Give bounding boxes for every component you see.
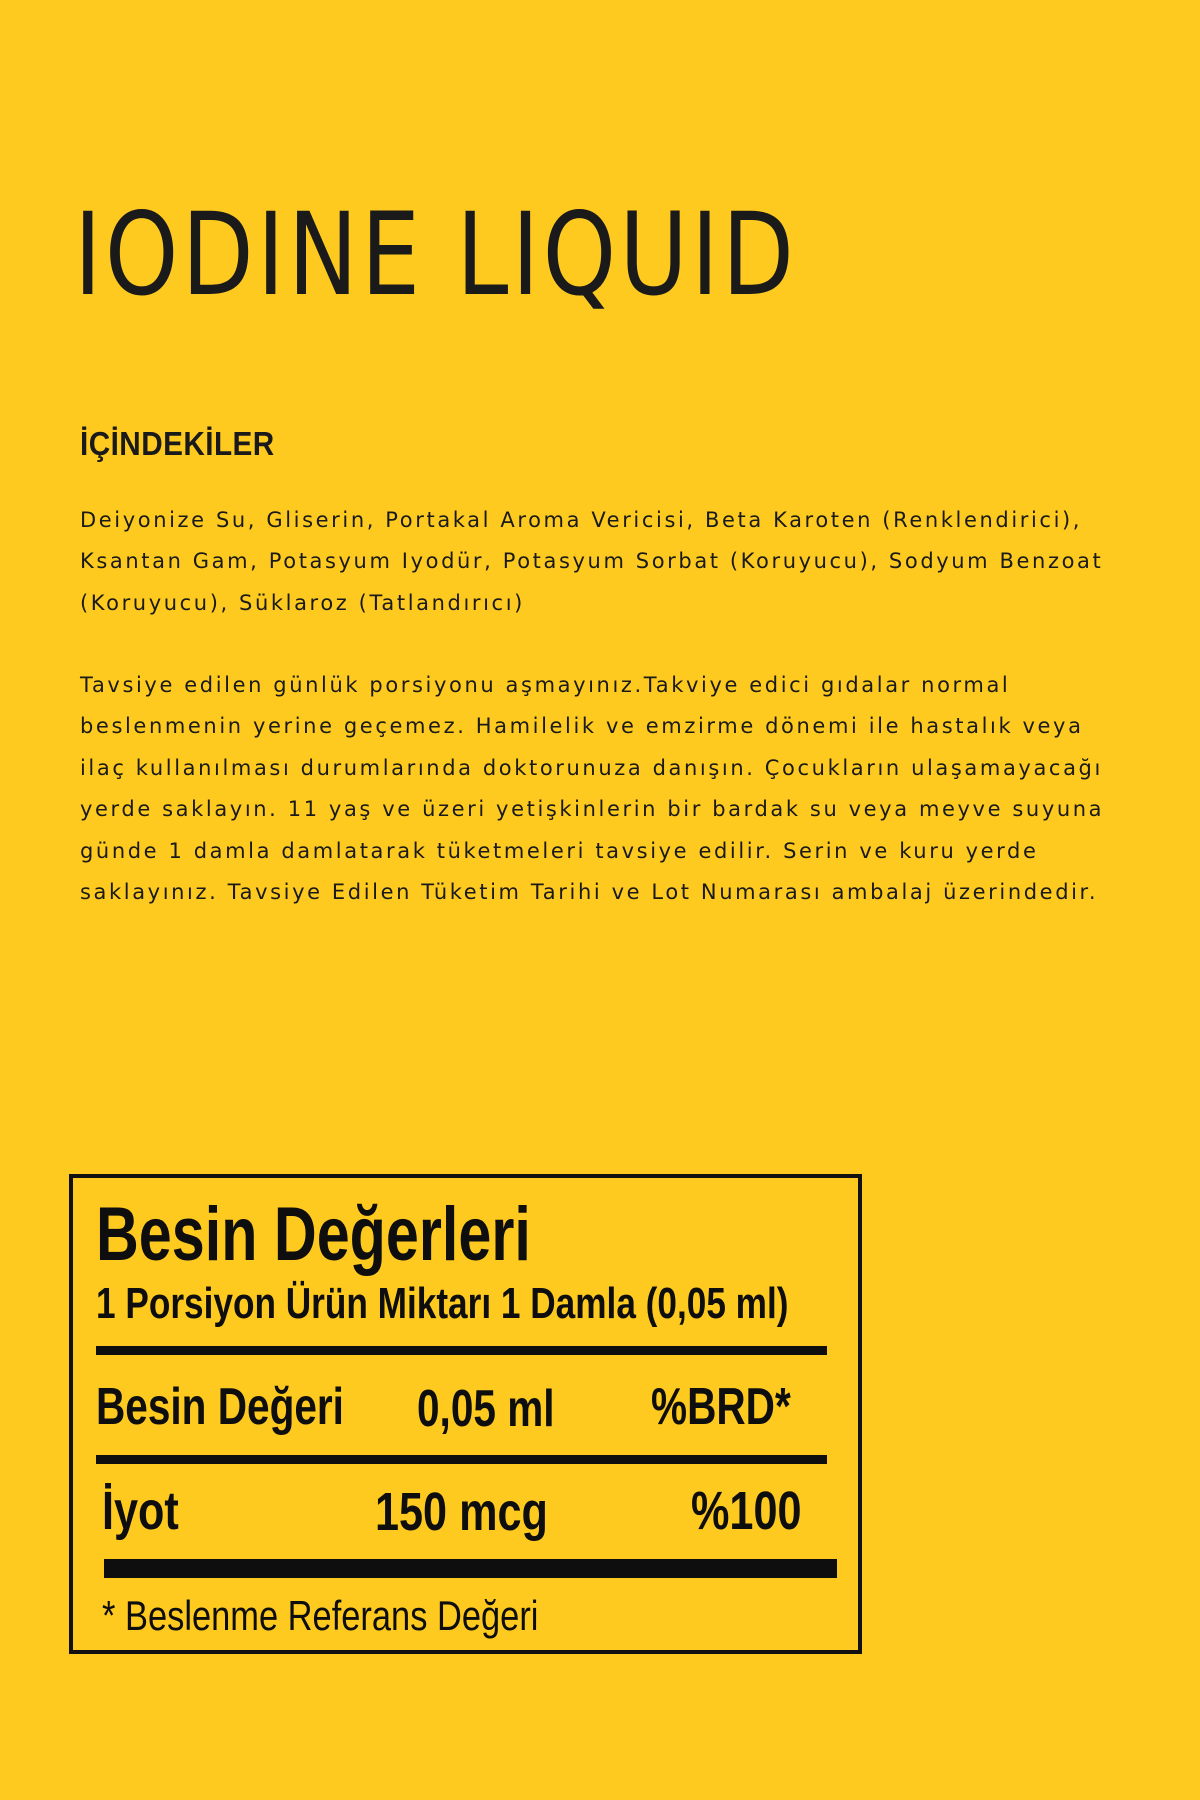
nutrition-facts-panel (69, 1174, 862, 1654)
nutrition-divider-top (96, 1346, 827, 1355)
usage-warnings-text: Tavsiye edilen günlük porsiyonu aşmayınız.Takviye edici gıdalar normal beslenmenin yerine geçemez. Hamilelik ve emzirme dönemi ile hastalık veya ilaç kullanılması durumlarında doktorunuza danışın. Çocukların ulaşamayacağı yerde saklayın. 11 yaş ve üzeri yetişkinlerin bir bardak su veya meyve suyuna günde 1 damla damlatarak tüketmeleri tavsiye edilir. Serin ve kuru yerde saklayınız. Tavsiye Edilen Tüketim Tarihi ve Lot Numarası ambalaj üzerindedir. (80, 673, 1105, 905)
nutrition-header-rdv: %BRD* (650, 1378, 791, 1436)
nutrient-name-iodine: İyot (102, 1481, 179, 1541)
product-title: IODINE LIQUID (74, 188, 798, 321)
nutrition-footnote: * Beslenme Referans Değeri (102, 1592, 539, 1639)
nutrition-header-label: Besin Değeri (96, 1378, 344, 1436)
nutrition-divider-middle (96, 1455, 827, 1464)
ingredients-heading: İÇİNDEKİLER (80, 425, 275, 462)
ingredients-text: Deiyonize Su, Gliserin, Portakal Aroma Vericisi, Beta Karoten (Renklendirici), Ksantan Gam, Potasyum Iyodür, Potasyum Sorbat (Koruyucu), Sodyum Benzoat (Koruyucu), Süklaroz (Tatlandırıcı) (80, 508, 1104, 615)
nutrient-amount-iodine: 150 mcg (375, 1482, 548, 1542)
nutrition-title: Besin Değerleri (96, 1192, 531, 1277)
nutrition-divider-bottom (104, 1559, 837, 1578)
nutrition-header-amount: 0,05 ml (417, 1380, 555, 1438)
serving-size: 1 Porsiyon Ürün Miktarı 1 Damla (0,05 ml) (96, 1279, 789, 1328)
nutrient-rdv-iodine: %100 (690, 1481, 802, 1541)
